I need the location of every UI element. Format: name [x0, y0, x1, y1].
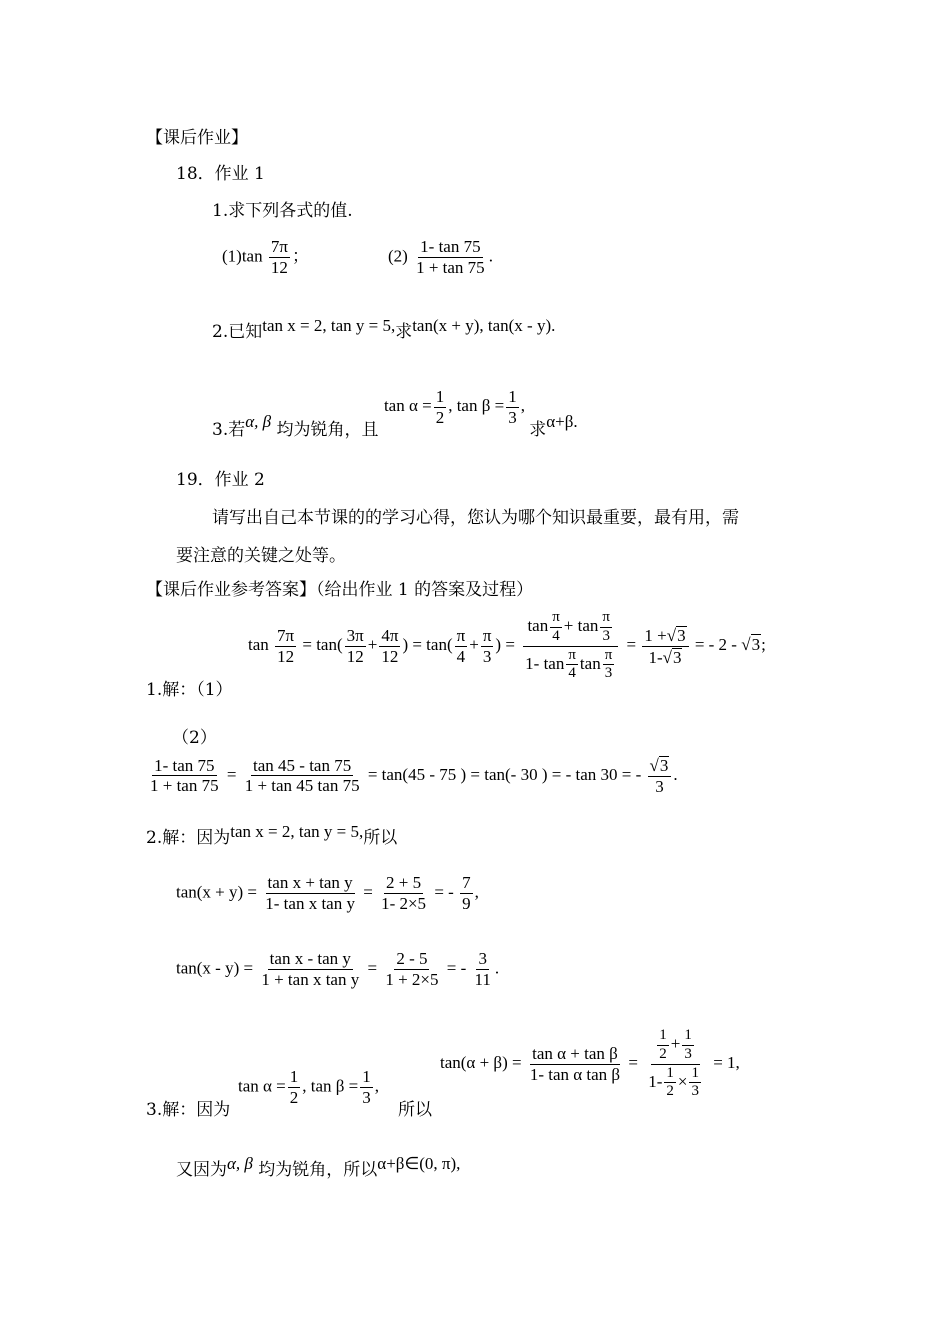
fraction-numerator: 7 [462, 873, 471, 892]
answer3-conclusion [176, 1154, 461, 1180]
q1-p2-prefix: (2) [388, 246, 408, 266]
a2m-eq: = [367, 958, 378, 978]
answer3-equation [440, 1028, 740, 1100]
a1-small-pi-3 [603, 648, 615, 683]
q1-p1-prefix: (1) [222, 246, 242, 266]
homework-heading: 【课后作业】 [146, 128, 248, 148]
answer1-label: 1.解：（1） [146, 680, 233, 700]
a3-small-half [664, 1066, 676, 1101]
fraction-numerator: 7π [270, 237, 288, 256]
q1-p1-fraction [269, 238, 290, 277]
answer2-intro [146, 822, 398, 848]
fraction-denominator: 1 + tan 75 [416, 257, 485, 277]
a2p-lhs: tan(x + y) = [176, 882, 258, 902]
a2p-frac2 [379, 874, 428, 913]
a1-tan: tan [248, 634, 269, 654]
a1-big-one-minus-tan: 1- tan [525, 653, 565, 673]
q1-p1-end: ； [291, 246, 309, 266]
fraction-denominator: 1 + 2×5 [385, 969, 439, 989]
a3-plus: + [670, 1034, 681, 1054]
answer1-part1-equation [248, 610, 766, 682]
a3-frac-formula [528, 1045, 622, 1084]
q1-p2-end: . [488, 246, 493, 266]
a1-small-pi-4 [550, 610, 562, 645]
a2p-frac1 [263, 874, 357, 913]
fraction-numerator: 1 [689, 1066, 701, 1084]
a1p2-end: . [673, 764, 678, 784]
q3-middle: 均为锐角，且 [276, 420, 379, 441]
a3-eq: = [628, 1052, 638, 1072]
fraction-denominator: 2 [666, 1083, 674, 1100]
fraction-numerator: π [550, 610, 562, 628]
hw1-q2 [212, 316, 556, 342]
a3-frac-third [360, 1068, 373, 1107]
a3-tan-beta: , tan β = [302, 1076, 359, 1096]
fraction-denominator [646, 647, 684, 667]
fraction-denominator: 1 + tan 45 tan 75 [244, 776, 360, 796]
a1-small-pi-4 [566, 648, 578, 683]
fraction-numerator [648, 756, 672, 777]
fraction-numerator: 1 [435, 387, 445, 406]
a1-big-fraction [521, 610, 620, 682]
a2p-end: , [474, 882, 479, 902]
q3-tan-alpha: tan α = [383, 396, 432, 416]
a3-frac-half [288, 1068, 301, 1107]
fraction-denominator: 2 [289, 1087, 299, 1107]
q3-vars: α, β [245, 412, 272, 432]
hw1-q1-part1 [222, 238, 309, 277]
fraction-numerator: 1 [682, 1028, 694, 1046]
q1-p1-tan: tan [241, 246, 263, 266]
radicand: 3 [677, 625, 686, 645]
fraction-denominator: 1 + tan x tan y [261, 969, 360, 989]
hw1-q3 [212, 387, 578, 441]
a2p-result [460, 874, 473, 913]
a1-big-tan: tan [527, 616, 549, 636]
a3-small-third [682, 1028, 694, 1063]
a2m-lhs: tan(x - y) = [176, 958, 254, 978]
sqrt-symbol: √ 3 [666, 625, 686, 645]
q3-frac-third [506, 388, 519, 427]
a1-one-plus: 1 + [644, 625, 667, 645]
a2m-end: . [494, 958, 500, 978]
fraction-numerator: tan 45 - tan 75 [253, 755, 352, 775]
a2-so: 所以 [363, 828, 398, 848]
a1-frac-4pi-12 [379, 627, 400, 666]
q3-prefix: 3.若 [212, 420, 246, 441]
a1-sqrt-fraction [642, 626, 688, 667]
fraction-numerator: 1- tan 75 [154, 755, 215, 775]
a2p-eq: = [363, 882, 373, 902]
radicand: 3 [672, 647, 682, 667]
fraction-denominator: 3 [482, 646, 492, 666]
fraction-denominator: 4 [552, 627, 560, 644]
radicand: 3 [659, 756, 669, 775]
a2m-frac1 [259, 950, 361, 989]
a3-lhs: tan(α + β) = [440, 1052, 522, 1072]
fraction-denominator: 3 [508, 407, 517, 427]
hw1-label: 18．作业 1 [176, 164, 265, 184]
a1p2-frac2 [243, 757, 362, 796]
fraction-denominator: 1- tan α tan β [529, 1064, 621, 1084]
hw2-text-line2: 要注意的关键之处等。 [176, 546, 346, 566]
answers-heading: 【课后作业参考答案】（给出作业 1 的答案及过程） [146, 580, 534, 600]
fraction-numerator: π [566, 648, 578, 666]
fraction-numerator: 4π [381, 625, 399, 645]
fraction-numerator: tan x + tan y [267, 873, 353, 892]
fraction-numerator: tan x - tan y [269, 949, 351, 968]
fraction-numerator: 7π [277, 625, 295, 645]
a3-result: = 1, [713, 1052, 740, 1072]
fraction-numerator: π [482, 625, 492, 645]
q2-ask: 求 [395, 322, 413, 342]
sqrt-symbol: √ 3 [741, 634, 761, 654]
a3-vars: α, β [227, 1154, 253, 1173]
a1-result-prefix: = - 2 - [694, 634, 737, 654]
fraction-denominator: 3 [602, 627, 610, 644]
a1-frac-7pi-12 [275, 627, 296, 666]
fraction-numerator: 3 [478, 949, 487, 968]
q3-condition [383, 387, 529, 427]
hw2-label: 19．作业 2 [176, 470, 265, 490]
fraction-denominator: 3 [691, 1083, 699, 1100]
q3-frac-half [434, 388, 447, 427]
fraction-denominator: 11 [474, 969, 491, 989]
q3-comma: , [520, 396, 525, 416]
fraction-denominator: 12 [346, 646, 364, 666]
q2-prefix: 2.已知 [212, 322, 263, 342]
fraction-numerator [651, 1028, 700, 1065]
answer1-part2-label: （2） [172, 728, 217, 748]
fraction-numerator: 1 [289, 1067, 299, 1086]
hw1-q1-stem: 1.求下列各式的值. [212, 201, 353, 221]
a1-plus: + [367, 634, 378, 654]
a1-close-eq: ) = [495, 634, 515, 654]
fraction-denominator: 9 [462, 893, 471, 913]
answer1-part2-equation [146, 756, 678, 796]
a2p-eq-neg: = - [434, 882, 454, 902]
q2-target: tan(x + y), tan(x - y). [412, 316, 556, 335]
fraction-denominator: 1- tan x tan y [265, 893, 355, 913]
a3-small-third [689, 1066, 701, 1101]
a2-given: tan x = 2, tan y = 5, [230, 822, 364, 841]
a3-comma: , [374, 1076, 380, 1096]
answer2-minus-equation [176, 950, 499, 989]
fraction-denominator: 1 + tan 75 [150, 776, 219, 796]
fraction-numerator: 1 [657, 1028, 669, 1046]
a1-frac-3pi-12 [345, 627, 366, 666]
fraction-numerator: 2 - 5 [396, 949, 428, 968]
q3-ask: 求 [529, 420, 547, 441]
a1p2-chain: = tan(45 - 75 ) = tan(- 30 ) = - tan 30 = - [367, 764, 642, 784]
a1-small-pi-3 [600, 610, 612, 645]
sqrt-symbol: √ 3 [649, 756, 669, 775]
hw1-q1-part2 [388, 238, 493, 277]
q3-tan-beta: , tan β = [448, 396, 505, 416]
fraction-denominator: 4 [456, 646, 466, 666]
a3-times: × [677, 1071, 688, 1091]
q2-given: tan x = 2, tan y = 5, [262, 316, 396, 335]
a1-plus: + [469, 634, 479, 654]
a3-small-half [657, 1028, 669, 1063]
fraction-denominator [521, 647, 620, 683]
fraction-denominator: 3 [655, 776, 664, 796]
a1-big-tan2: tan [579, 653, 601, 673]
fraction-numerator: π [603, 648, 615, 666]
a3-acute: 均为锐角，所以 [258, 1160, 378, 1180]
fraction-numerator: π [600, 610, 612, 628]
fraction-numerator: π [456, 625, 466, 645]
a1-result-end: ; [761, 634, 766, 654]
fraction-denominator: 3 [684, 1045, 692, 1062]
fraction-denominator [644, 1065, 707, 1101]
a1p2-result-fraction [648, 756, 672, 796]
a1p2-frac1 [148, 757, 221, 796]
a2m-frac2 [383, 950, 440, 989]
a1-frac-pi-4 [455, 627, 468, 666]
radicand: 3 [751, 634, 761, 654]
sqrt-symbol: √ 3 [662, 647, 682, 667]
fraction-denominator: 1- 2×5 [381, 893, 427, 913]
fraction-denominator: 12 [381, 646, 399, 666]
fraction-numerator: 1 [362, 1067, 371, 1086]
fraction-numerator [642, 626, 688, 647]
hw2-text-line1: 请写出自己本节课的的学习心得，您认为哪个知识最重要，最有用，需 [212, 508, 739, 528]
answer2-plus-equation [176, 874, 479, 913]
a1-eq: = [626, 634, 637, 654]
fraction-denominator: 12 [270, 257, 288, 277]
fraction-denominator: 3 [362, 1087, 371, 1107]
fraction-denominator: 2 [659, 1045, 667, 1062]
fraction-denominator: 12 [277, 646, 295, 666]
a3-tan-alpha: tan α = [238, 1076, 286, 1096]
answer3-intro [146, 1100, 230, 1120]
a3-range: α+β∈(0, π), [377, 1154, 461, 1173]
fraction-denominator: 3 [604, 665, 613, 682]
fraction-numerator: tan α + tan β [532, 1043, 618, 1063]
fraction-numerator [523, 610, 618, 647]
a1-big-plus-tan: + tan [563, 616, 599, 636]
a2m-eq-neg: = - [446, 958, 467, 978]
fraction-numerator: 1- tan 75 [420, 237, 481, 256]
a2-prefix: 2.解：因为 [146, 828, 231, 848]
a1-one-minus: 1- [648, 647, 663, 667]
a1-close-eq-tan-open: ) = tan( [402, 634, 453, 654]
a3-so: 所以 [398, 1100, 432, 1120]
a1-eq-tan-open: = tan( [302, 634, 343, 654]
fraction-numerator: 1 [508, 387, 517, 406]
a3-prefix: 3.解：因为 [146, 1100, 231, 1120]
fraction-denominator: 4 [568, 665, 576, 682]
a3-also: 又因为 [176, 1160, 227, 1180]
a1p2-eq1: = [226, 764, 237, 784]
fraction-numerator: 3π [346, 625, 364, 645]
a3-complex-fraction [644, 1028, 707, 1100]
a2m-result [473, 950, 493, 989]
q3-target: α+β. [546, 412, 578, 432]
fraction-numerator: 2 + 5 [386, 873, 422, 892]
a3-one-minus: 1- [648, 1071, 663, 1091]
fraction-numerator: 1 [664, 1066, 676, 1084]
answer3-given [238, 1068, 379, 1107]
fraction-denominator: 2 [435, 407, 445, 427]
a1-frac-pi-3 [481, 627, 494, 666]
q1-p2-fraction [414, 238, 487, 277]
